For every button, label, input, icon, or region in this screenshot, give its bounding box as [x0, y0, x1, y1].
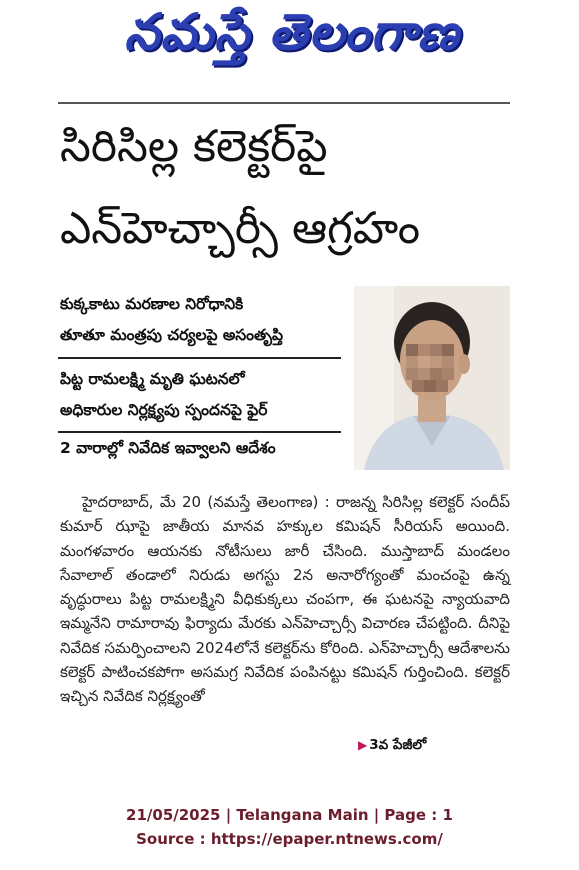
headline-line-1: సిరిసిల్ల కలెక్టర్‌పై [60, 121, 328, 172]
subhead-4: అధికారుల నిర్లక్ష్యపు స్పందనపై ఫైర్ [60, 401, 268, 419]
masthead-divider [58, 102, 510, 104]
headline-line-2: ఎన్‌హెచ్చార్సీ ఆగ్రహం [60, 203, 421, 254]
subhead-divider [58, 431, 341, 433]
footer-date-page: 21/05/2025 | Telangana Main | Page : 1 [126, 806, 453, 824]
newspaper-masthead: నమస్తే తెలంగాణ [124, 2, 460, 61]
arrow-icon: ▶ [358, 738, 368, 752]
jump-label: 3వ పేజీలో [369, 737, 427, 753]
subhead-1: కుక్కకాటు మరణాల నిరోధానికి [60, 295, 244, 313]
footer-source-link[interactable]: Source : https://epaper.ntnews.com/ [136, 830, 443, 848]
person-portrait-image [354, 286, 510, 470]
subhead-3: పిట్ట రామలక్ష్మి మృతి ఘటనలో [60, 370, 245, 388]
subhead-2: తూతూ మంత్రపు చర్యలపై అసంతృప్తి [60, 326, 283, 344]
subhead-divider [58, 357, 341, 359]
continued-page-reference [358, 737, 426, 756]
subhead-5: 2 వారాల్లో నివేదిక ఇవ్వాలని ఆదేశం [60, 439, 276, 457]
article-paragraph: హైదరాబాద్, మే 20 (నమస్తే తెలంగాణ) : రాజన్న సిరిసిల్ల కలెక్టర్ సందీప్ కుమార్ ఝాపై జాతీయ మానవ హక్కుల కమిషన్ సీరియస్ అయింది. మంగళవారం ఆయనకు నోటీసులు జారీ చేసింది. ముస్తాబాద్ మండలం సేవాలాల్ తండాలో నిరుడు అగస్టు 2న అనారోగ్యంతో మంచంపై ఉన్న వృద్ధురాలు పిట్ట రామలక్ష్మిని వీధికుక్కలు చంపగా, ఈ ఘటనపై న్యాయవాది ఇమ్మనేని రామారావు ఫిర్యాదు మేరకు ఎన్‌హెచ్చార్సీ విచారణ చేపట్టింది. దీనిపై నివేదిక సమర్పించాలని 2024లోనే కలెక్టర్‌ను కోరింది. ఎన్‌హెచ్చార్సీ ఆదేశాలను కలెక్టర్ పాటించకపోగా అసమగ్ర నివేదిక పంపినట్టు కమిషన్ గుర్తించింది. కలెక్టర్ ఇచ్చిన నివేదిక నిర్లక్ష్యంతో [60, 493, 510, 706]
collector-photo [354, 286, 510, 470]
article-body [60, 490, 510, 709]
